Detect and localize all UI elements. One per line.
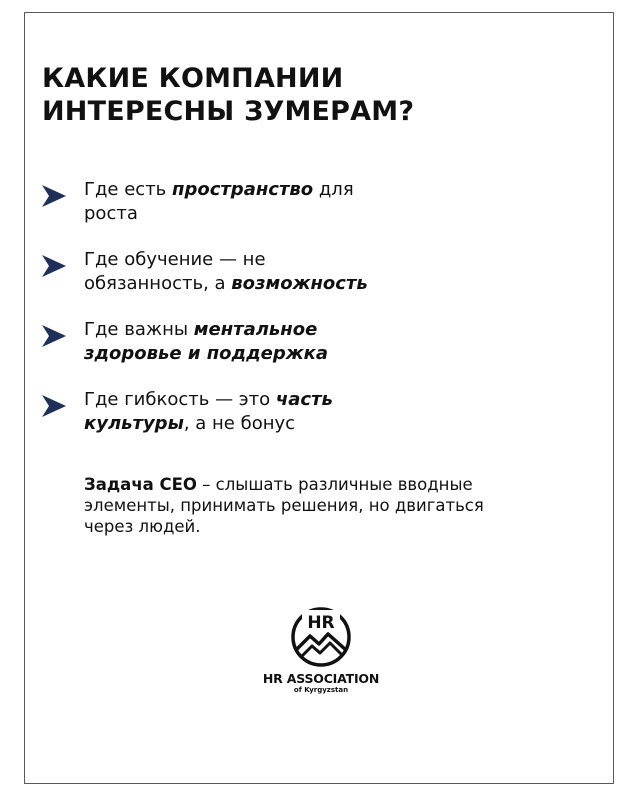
logo-name: HR ASSOCIATION — [262, 671, 380, 686]
title-line-2: ИНТЕРЕСНЫ ЗУМЕРАМ? — [42, 96, 415, 127]
ceo-label: Задача CEO — [84, 475, 197, 494]
title-line-1: КАКИЕ КОМПАНИИ — [42, 63, 344, 94]
logo-subtitle: of Kyrgyzstan — [293, 686, 349, 694]
chevron-right-icon — [40, 322, 68, 350]
bullet-list — [40, 178, 460, 458]
list-item-text: Где гибкость — это часть культуры, а не бонус — [84, 389, 333, 434]
list-item — [40, 388, 460, 458]
ceo-statement: Задача CEO – слышать различные вводные элементы, принимать решения, но двигаться через людей. — [84, 475, 484, 536]
logo-mark-text: HR — [307, 613, 335, 633]
chevron-right-icon — [40, 252, 68, 280]
list-item — [40, 178, 460, 248]
list-item — [40, 318, 460, 388]
chevron-right-icon — [40, 392, 68, 420]
chevron-right-icon — [40, 182, 68, 210]
list-item-text: Где обучение — не обязанность, а возможность — [84, 249, 368, 294]
list-item-text: Где важны ментальное здоровье и поддержка — [84, 319, 328, 364]
mountain-logo-icon — [290, 606, 352, 668]
list-item — [40, 248, 460, 318]
hr-association-logo — [260, 606, 382, 702]
list-item-text: Где есть пространство для роста — [84, 179, 354, 224]
page-title — [42, 62, 414, 128]
